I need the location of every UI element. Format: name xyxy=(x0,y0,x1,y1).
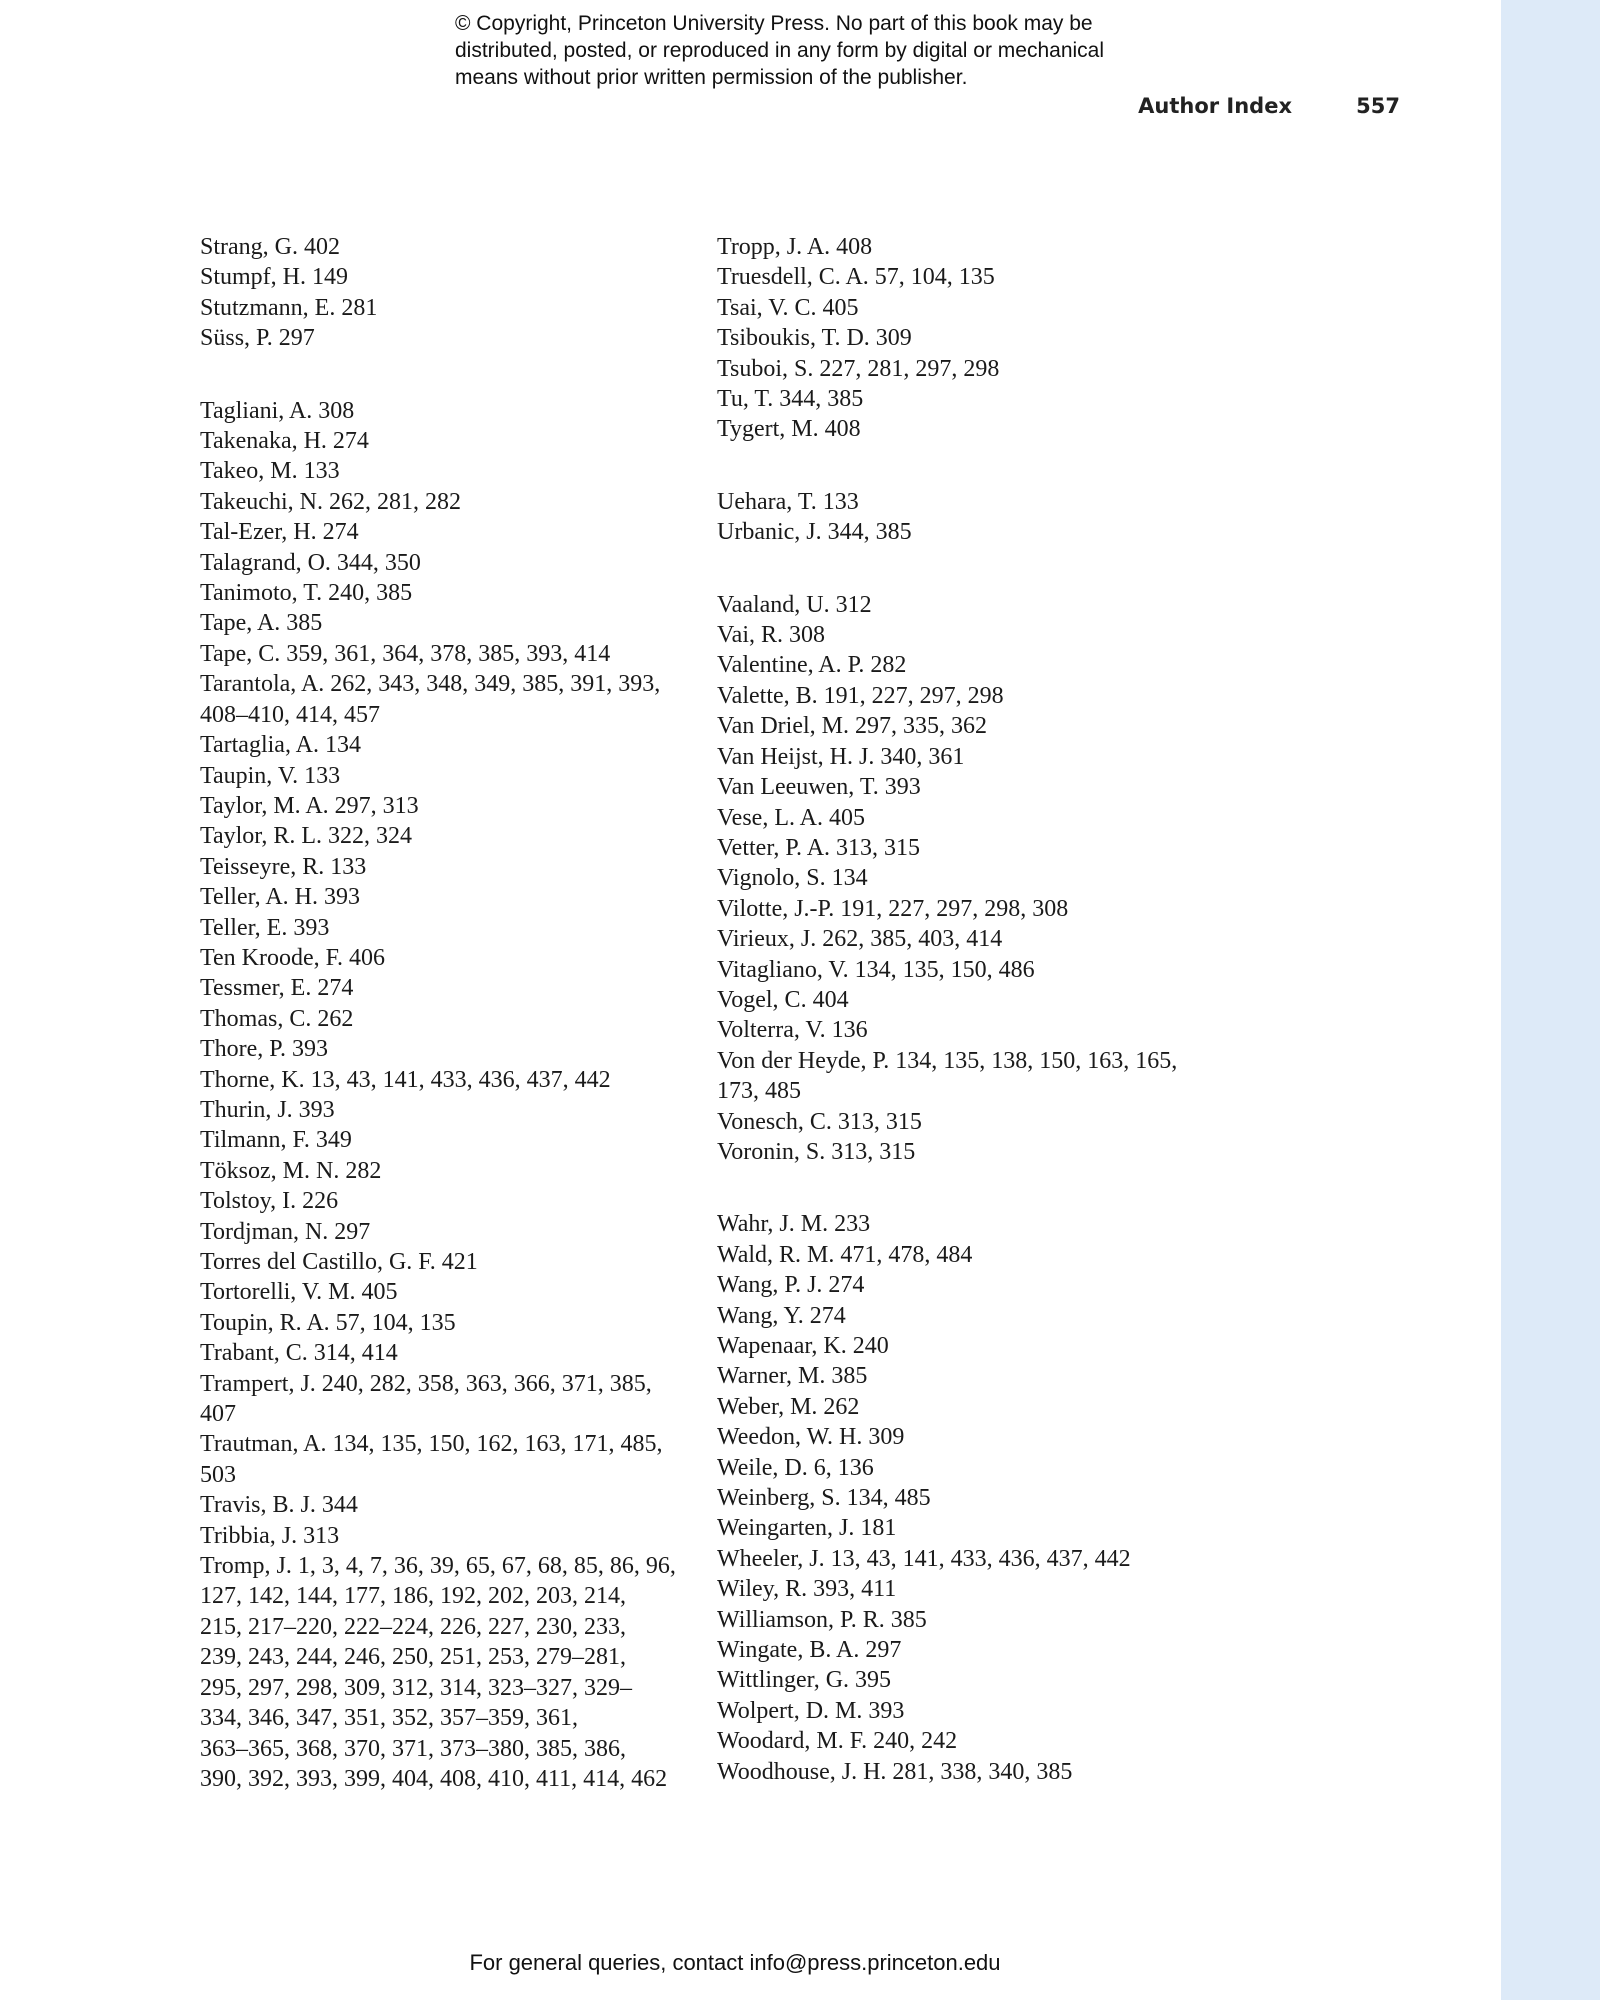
index-entry: Tape, A. 385 xyxy=(200,610,323,637)
index-entry: Tal-Ezer, H. 274 xyxy=(200,519,359,546)
index-entry: Van Driel, M. 297, 335, 362 xyxy=(717,713,987,740)
index-entry: Tolstoy, I. 226 xyxy=(200,1188,339,1215)
index-entry: Stumpf, H. 149 xyxy=(200,264,349,291)
index-entry: Tu, T. 344, 385 xyxy=(717,386,864,413)
index-entry: Wald, R. M. 471, 478, 484 xyxy=(717,1241,973,1268)
group-gap xyxy=(717,548,1197,590)
index-entry: Wang, P. J. 274 xyxy=(717,1272,865,1299)
index-entry: Tygert, M. 408 xyxy=(717,416,861,443)
index-entry: Valette, B. 191, 227, 297, 298 xyxy=(717,682,1004,709)
group-gap xyxy=(717,445,1197,487)
index-group-t-continued xyxy=(717,232,1197,445)
entry-continuation: 173, 485 xyxy=(717,1078,801,1105)
index-entry: Taylor, M. A. 297, 313 xyxy=(200,792,419,819)
index-entry: Takeuchi, N. 262, 281, 282 xyxy=(200,488,461,515)
index-entry: Teisseyre, R. 133 xyxy=(200,853,367,880)
running-head xyxy=(1100,94,1400,128)
index-entry: Vignolo, S. 134 xyxy=(717,865,868,892)
index-group-s xyxy=(200,232,700,354)
copyright-line: © Copyright, Princeton University Press. No part of this book may be xyxy=(455,12,1093,35)
side-margin-band xyxy=(1501,0,1600,2000)
index-entry: Thomas, C. 262 xyxy=(200,1005,354,1032)
index-entry: Süss, P. 297 xyxy=(200,325,315,352)
index-entry: Teller, E. 393 xyxy=(200,914,330,941)
index-entry: Thorne, K. 13, 43, 141, 433, 436, 437, 442 xyxy=(200,1066,611,1093)
index-entry: Teller, A. H. 393 xyxy=(200,884,360,911)
entry-line: Tarantola, A. 262, 343, 348, 349, 385, 391, 393, xyxy=(200,671,661,698)
index-entry: Voronin, S. 313, 315 xyxy=(717,1138,916,1165)
index-entry: Tsai, V. C. 405 xyxy=(717,294,859,321)
index-entry: Thore, P. 393 xyxy=(200,1036,328,1063)
index-entry: Tartaglia, A. 134 xyxy=(200,732,361,759)
entry-line: Trampert, J. 240, 282, 358, 363, 366, 371, 385, xyxy=(200,1370,652,1397)
entry-continuation: 295, 297, 298, 309, 312, 314, 323–327, 329– xyxy=(200,1674,632,1701)
entry-continuation: 334, 346, 347, 351, 352, 357–359, 361, xyxy=(200,1705,578,1732)
copyright-line: means without prior written permission of the publisher. xyxy=(455,66,968,89)
index-entry: Van Leeuwen, T. 393 xyxy=(717,774,921,801)
index-entry: Ten Kroode, F. 406 xyxy=(200,944,386,971)
index-entry: Vilotte, J.-P. 191, 227, 297, 298, 308 xyxy=(717,895,1069,922)
entry-continuation: 390, 392, 393, 399, 404, 408, 410, 411, 414, 462 xyxy=(200,1765,668,1792)
index-entry: Wheeler, J. 13, 43, 141, 433, 436, 437, 442 xyxy=(717,1545,1131,1572)
index-group-w xyxy=(717,1209,1197,1787)
index-entry: Williamson, P. R. 385 xyxy=(717,1606,927,1633)
index-entry: Weinberg, S. 134, 485 xyxy=(717,1485,931,1512)
section-title: Author Index xyxy=(1138,94,1292,118)
index-entry: Wolpert, D. M. 393 xyxy=(717,1697,905,1724)
index-entry: Stutzmann, E. 281 xyxy=(200,294,378,321)
index-group-t xyxy=(200,396,700,1795)
index-entry: Toupin, R. A. 57, 104, 135 xyxy=(200,1309,456,1336)
index-entry: Tanimoto, T. 240, 385 xyxy=(200,580,413,607)
group-gap xyxy=(200,354,700,396)
index-column-left xyxy=(200,232,700,1794)
index-entry: Weedon, W. H. 309 xyxy=(717,1424,905,1451)
index-entry: Woodhouse, J. H. 281, 338, 340, 385 xyxy=(717,1758,1073,1785)
index-entry: Tropp, J. A. 408 xyxy=(717,234,873,260)
index-entry xyxy=(200,1429,700,1490)
group-gap xyxy=(717,1167,1197,1209)
index-entry: Uehara, T. 133 xyxy=(717,488,859,515)
entry-continuation: 363–365, 368, 370, 371, 373–380, 385, 386, xyxy=(200,1735,626,1762)
index-entry: Strang, G. 402 xyxy=(200,234,340,260)
entry-line: Von der Heyde, P. 134, 135, 138, 150, 163, 165, xyxy=(717,1047,1178,1074)
entry-line: Trautman, A. 134, 135, 150, 162, 163, 171, 485, xyxy=(200,1431,663,1458)
index-entry: Tsuboi, S. 227, 281, 297, 298 xyxy=(717,355,1000,382)
index-entry: Weber, M. 262 xyxy=(717,1393,860,1420)
index-entry: Takenaka, H. 274 xyxy=(200,428,369,455)
index-group-v xyxy=(717,590,1197,1168)
index-entry: Tsiboukis, T. D. 309 xyxy=(717,325,912,352)
index-entry: Vaaland, U. 312 xyxy=(717,591,872,618)
footer-contact: For general queries, contact info@press.princeton.edu xyxy=(469,1950,1001,1975)
index-entry: Travis, B. J. 344 xyxy=(200,1492,358,1519)
index-entry xyxy=(717,1046,1197,1107)
index-entry: Tagliani, A. 308 xyxy=(200,397,355,424)
index-entry: Tilmann, F. 349 xyxy=(200,1127,352,1154)
index-entry xyxy=(200,669,700,730)
index-entry: Wahr, J. M. 233 xyxy=(717,1211,871,1238)
index-entry: Tape, C. 359, 361, 364, 378, 385, 393, 414 xyxy=(200,640,611,667)
index-entry: Vetter, P. A. 313, 315 xyxy=(717,834,921,861)
index-entry xyxy=(200,1551,700,1794)
copyright-line: distributed, posted, or reproduced in any form by digital or mechanical xyxy=(455,39,1105,62)
index-entry: Thurin, J. 393 xyxy=(200,1096,335,1123)
index-entry: Vitagliano, V. 134, 135, 150, 486 xyxy=(717,956,1035,983)
index-entry: Virieux, J. 262, 385, 403, 414 xyxy=(717,926,1003,953)
index-entry: Taupin, V. 133 xyxy=(200,762,341,789)
index-entry: Van Heijst, H. J. 340, 361 xyxy=(717,743,965,770)
index-entry: Vogel, C. 404 xyxy=(717,986,849,1013)
index-entry: Vai, R. 308 xyxy=(717,622,825,649)
index-entry: Torres del Castillo, G. F. 421 xyxy=(200,1249,478,1275)
index-entry: Warner, M. 385 xyxy=(717,1363,868,1390)
index-entry: Urbanic, J. 344, 385 xyxy=(717,519,912,546)
index-group-u xyxy=(717,487,1197,548)
index-entry: Tribbia, J. 313 xyxy=(200,1522,340,1549)
index-entry xyxy=(200,1369,700,1430)
index-entry: Wingate, B. A. 297 xyxy=(717,1637,902,1664)
entry-continuation: 408–410, 414, 457 xyxy=(200,701,380,728)
entry-line: Tromp, J. 1, 3, 4, 7, 36, 39, 65, 67, 68, 85, 86, 96, xyxy=(200,1553,676,1580)
copyright-notice xyxy=(455,10,1175,91)
index-entry: Valentine, A. P. 282 xyxy=(717,652,907,679)
index-entry: Talagrand, O. 344, 350 xyxy=(200,549,421,576)
index-entry: Wang, Y. 274 xyxy=(717,1302,846,1329)
index-entry: Vonesch, C. 313, 315 xyxy=(717,1108,922,1135)
entry-continuation: 127, 142, 144, 177, 186, 192, 202, 203, 214, xyxy=(200,1583,626,1610)
index-entry: Tessmer, E. 274 xyxy=(200,975,354,1002)
index-entry: Vese, L. A. 405 xyxy=(717,804,865,831)
entry-continuation: 215, 217–220, 222–224, 226, 227, 230, 233, xyxy=(200,1613,626,1640)
index-entry: Takeo, M. 133 xyxy=(200,458,340,485)
index-entry: Truesdell, C. A. 57, 104, 135 xyxy=(717,264,995,291)
index-entry: Tortorelli, V. M. 405 xyxy=(200,1279,398,1306)
entry-continuation: 503 xyxy=(200,1461,236,1488)
page-number: 557 xyxy=(1356,94,1400,118)
index-entry: Volterra, V. 136 xyxy=(717,1017,868,1044)
index-entry: Weile, D. 6, 136 xyxy=(717,1454,874,1481)
entry-continuation: 407 xyxy=(200,1401,236,1428)
entry-continuation: 239, 243, 244, 246, 250, 251, 253, 279–281, xyxy=(200,1644,626,1671)
index-entry: Woodard, M. F. 240, 242 xyxy=(717,1728,958,1755)
index-entry: Taylor, R. L. 322, 324 xyxy=(200,823,413,850)
index-entry: Wapenaar, K. 240 xyxy=(717,1333,889,1359)
index-column-right xyxy=(717,232,1197,1787)
index-entry: Wiley, R. 393, 411 xyxy=(717,1576,897,1603)
index-entry: Töksoz, M. N. 282 xyxy=(200,1157,382,1184)
index-entry: Trabant, C. 314, 414 xyxy=(200,1340,398,1367)
index-entry: Tordjman, N. 297 xyxy=(200,1218,371,1245)
index-entry: Wittlinger, G. 395 xyxy=(717,1667,892,1694)
index-entry: Weingarten, J. 181 xyxy=(717,1515,897,1542)
